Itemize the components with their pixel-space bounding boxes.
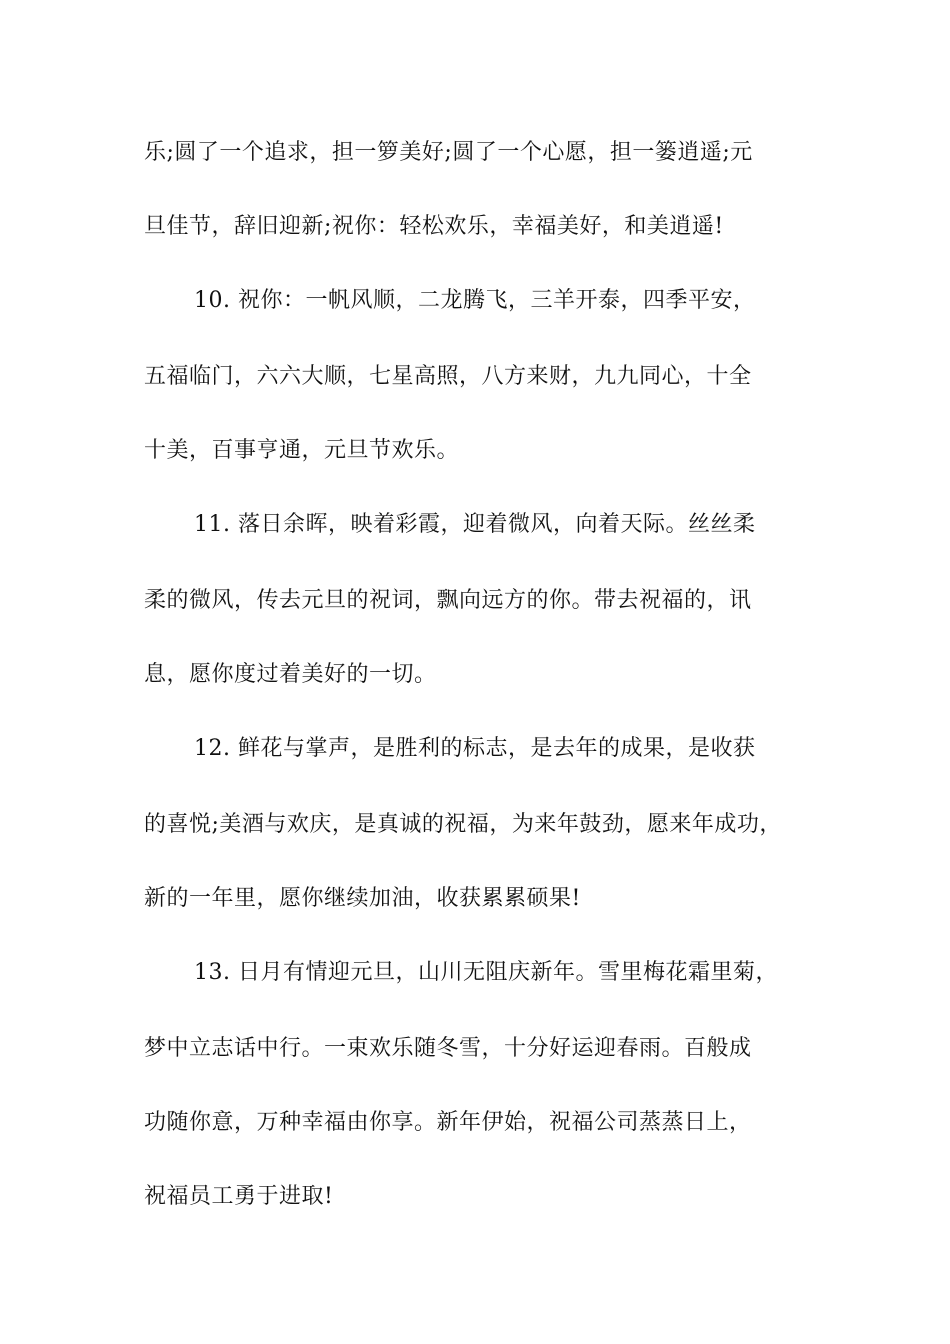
text-line: 乐;圆了一个追求，担一箩美好;圆了一个心愿，担一篓逍遥;元 xyxy=(144,140,753,165)
text-line: 五福临门，六六大顺，七星高照，八方来财，九九同心，十全 xyxy=(144,364,752,389)
item-10-line: 10. 祝你：一帆风顺，二龙腾飞，三羊开泰，四季平安， xyxy=(194,288,756,313)
text-line: 祝福员工勇于进取! xyxy=(144,1184,334,1209)
text-line: 的喜悦;美酒与欢庆，是真诚的祝福，为来年鼓劲，愿来年成功， xyxy=(144,812,782,837)
item-12-line: 12. 鲜花与掌声，是胜利的标志，是去年的成果，是收获 xyxy=(194,736,756,761)
text-line: 功随你意，万种幸福由你享。新年伊始，祝福公司蒸蒸日上， xyxy=(144,1110,752,1135)
text-line: 柔的微风，传去元旦的祝词，飘向远方的你。带去祝福的，讯 xyxy=(144,588,752,613)
text-line: 梦中立志话中行。一束欢乐随冬雪，十分好运迎春雨。百般成 xyxy=(144,1036,752,1061)
text-line: 新的一年里，愿你继续加油，收获累累硕果! xyxy=(144,886,581,911)
text-line: 息，愿你度过着美好的一切。 xyxy=(144,662,437,687)
text-line: 旦佳节，辞旧迎新;祝你：轻松欢乐，幸福美好，和美逍遥! xyxy=(144,214,724,239)
text-line: 十美，百事亨通，元旦节欢乐。 xyxy=(144,438,460,463)
item-11-line: 11. 落日余晖，映着彩霞，迎着微风，向着天际。丝丝柔 xyxy=(194,512,756,537)
item-13-line: 13. 日月有情迎元旦，山川无阻庆新年。雪里梅花霜里菊， xyxy=(194,960,778,985)
